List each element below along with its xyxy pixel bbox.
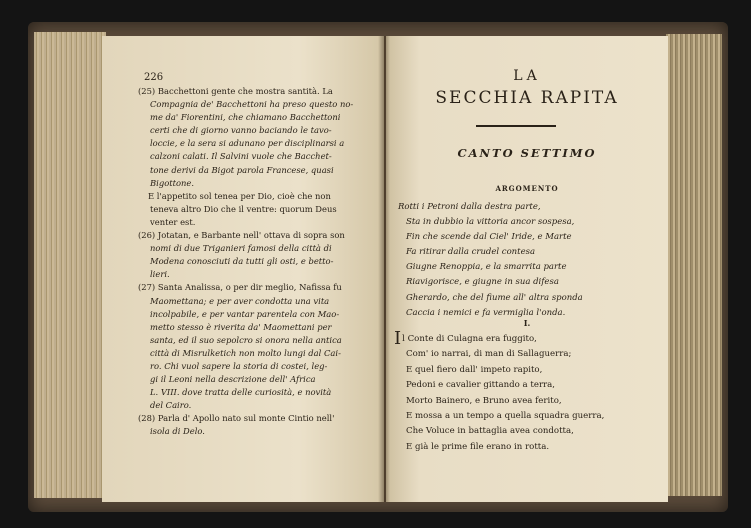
book-title: SECCHIA RAPITA [435, 88, 619, 108]
footnote-line: città di Misrulketich non molto lungi dal Cai- [150, 347, 341, 358]
verse-line: Pedoni e cavalier gittando a terra, [406, 380, 556, 391]
footnote-line: gi il Leoni nella descrizione dell' Africa [150, 374, 316, 385]
footnote-line: (25) Bacchettoni gente che mostra santità. La [138, 86, 333, 96]
argomento-line: Fa ritirar dalla crudel contesa [406, 247, 536, 258]
argomento-line: Gherardo, che del fiume all' altra sponda [406, 292, 583, 303]
footnote-line: L. VIII. dove tratta delle curiosità, e novità [150, 387, 332, 398]
footnote-line: certi che di giorno vanno baciando le tavo- [150, 125, 332, 136]
footnote-line: teneva altro Dio che il ventre: quorum Deus [150, 203, 337, 214]
footnote-line: me da' Fiorentini, che chiamano Bacchettoni [150, 112, 341, 123]
footnotes [138, 85, 374, 439]
footnote-line: lieri. [150, 269, 170, 280]
footnote-line: calzoni calati. Il Salvini vuole che Bacchet- [150, 151, 332, 162]
footnote-line: Bigottone. [150, 177, 195, 188]
stanza-number: I. [523, 318, 531, 328]
footnote-line: loccie, e la sera si adunano per disciplinarsi a [150, 138, 345, 149]
verse-line: E quel fiero dall' impeto rapito, [406, 364, 543, 375]
footnote-line: nomi di due Triganieri famosi della città di [150, 243, 332, 254]
page-edges-right [666, 34, 722, 496]
argomento-line: Fin che scende dal Ciel' Iride, e Marte [406, 232, 572, 243]
argomento-label: ARGOMENTO [495, 184, 559, 193]
argomento-line: Sta in dubbio la vittoria ancor sospesa, [406, 217, 575, 228]
footnote-line: E l'appetito sol tenea per Dio, cioè che non [148, 190, 331, 201]
argomento-text [398, 200, 658, 321]
footnote-line: metto stesso è riverita da' Maomettani per [150, 321, 332, 332]
left-page [102, 36, 384, 502]
footnote-line: del Cairo. [150, 400, 192, 411]
page-edges-left [34, 32, 106, 498]
verse-line: E mossa a un tempo a quella squadra guerra, [406, 411, 605, 422]
argomento-line: Riavigorisce, e giugne in sua difesa [406, 277, 559, 288]
stanza-verses [394, 328, 662, 455]
argomento-line: Caccia i nemici e fa vermiglia l'onda. [406, 307, 566, 318]
right-page [386, 36, 668, 502]
argomento-line: Rotti i Petroni dalla destra parte, [398, 202, 541, 212]
footnote-line: Modena conosciuti da tutti gli osti, e betto- [150, 256, 334, 267]
verse-line: E già le prime file erano in rotta. [406, 441, 550, 452]
book-gutter [378, 36, 390, 502]
footnote-line: (26) Jotatan, e Barbante nell' ottava di sopra son [138, 230, 345, 241]
footnote-line: ro. Chi vuol sapere la storia di costei, leg- [150, 360, 328, 371]
footnote-line: incolpabile, e per vantar parentela con Mao- [150, 308, 340, 319]
verse-line: Che Voluce in battaglia avea condotta, [406, 426, 574, 437]
verse-first-text: l Conte di Culagna era fuggito, [402, 334, 537, 344]
footnote-line: venter est. [150, 216, 196, 227]
verse-line: Com' io narrai, di man di Sallaguerra; [406, 349, 572, 360]
footnote-line: (27) Santa Analissa, o per dir meglio, Nafissa fu [138, 282, 342, 293]
footnote-line: isola di Delo. [150, 426, 205, 437]
verse-line: Morto Bainero, e Bruno avea ferito, [406, 395, 562, 406]
footnote-line: (28) Parla d' Apollo nato sul monte Cintio nell' [138, 413, 335, 424]
footnote-line: santa, ed il suo sepolcro si onora nella antica [150, 334, 342, 345]
verse-line [394, 328, 662, 349]
canto-heading: CANTO SETTIMO [457, 146, 597, 160]
drop-cap: I [394, 328, 402, 349]
title-rule [476, 125, 556, 127]
page-number: 226 [144, 72, 164, 83]
argomento-line: Giugne Renoppia, e la smarrita parte [406, 262, 567, 273]
footnote-line: tone derivi da Bigot parola Francese, quasi [150, 164, 334, 175]
footnote-line: Compagnia de' Bacchettoni ha preso questo no- [150, 99, 354, 110]
title-article: LA [513, 68, 541, 84]
footnote-line: Maomettana; e per aver condotta una vita [150, 295, 330, 306]
